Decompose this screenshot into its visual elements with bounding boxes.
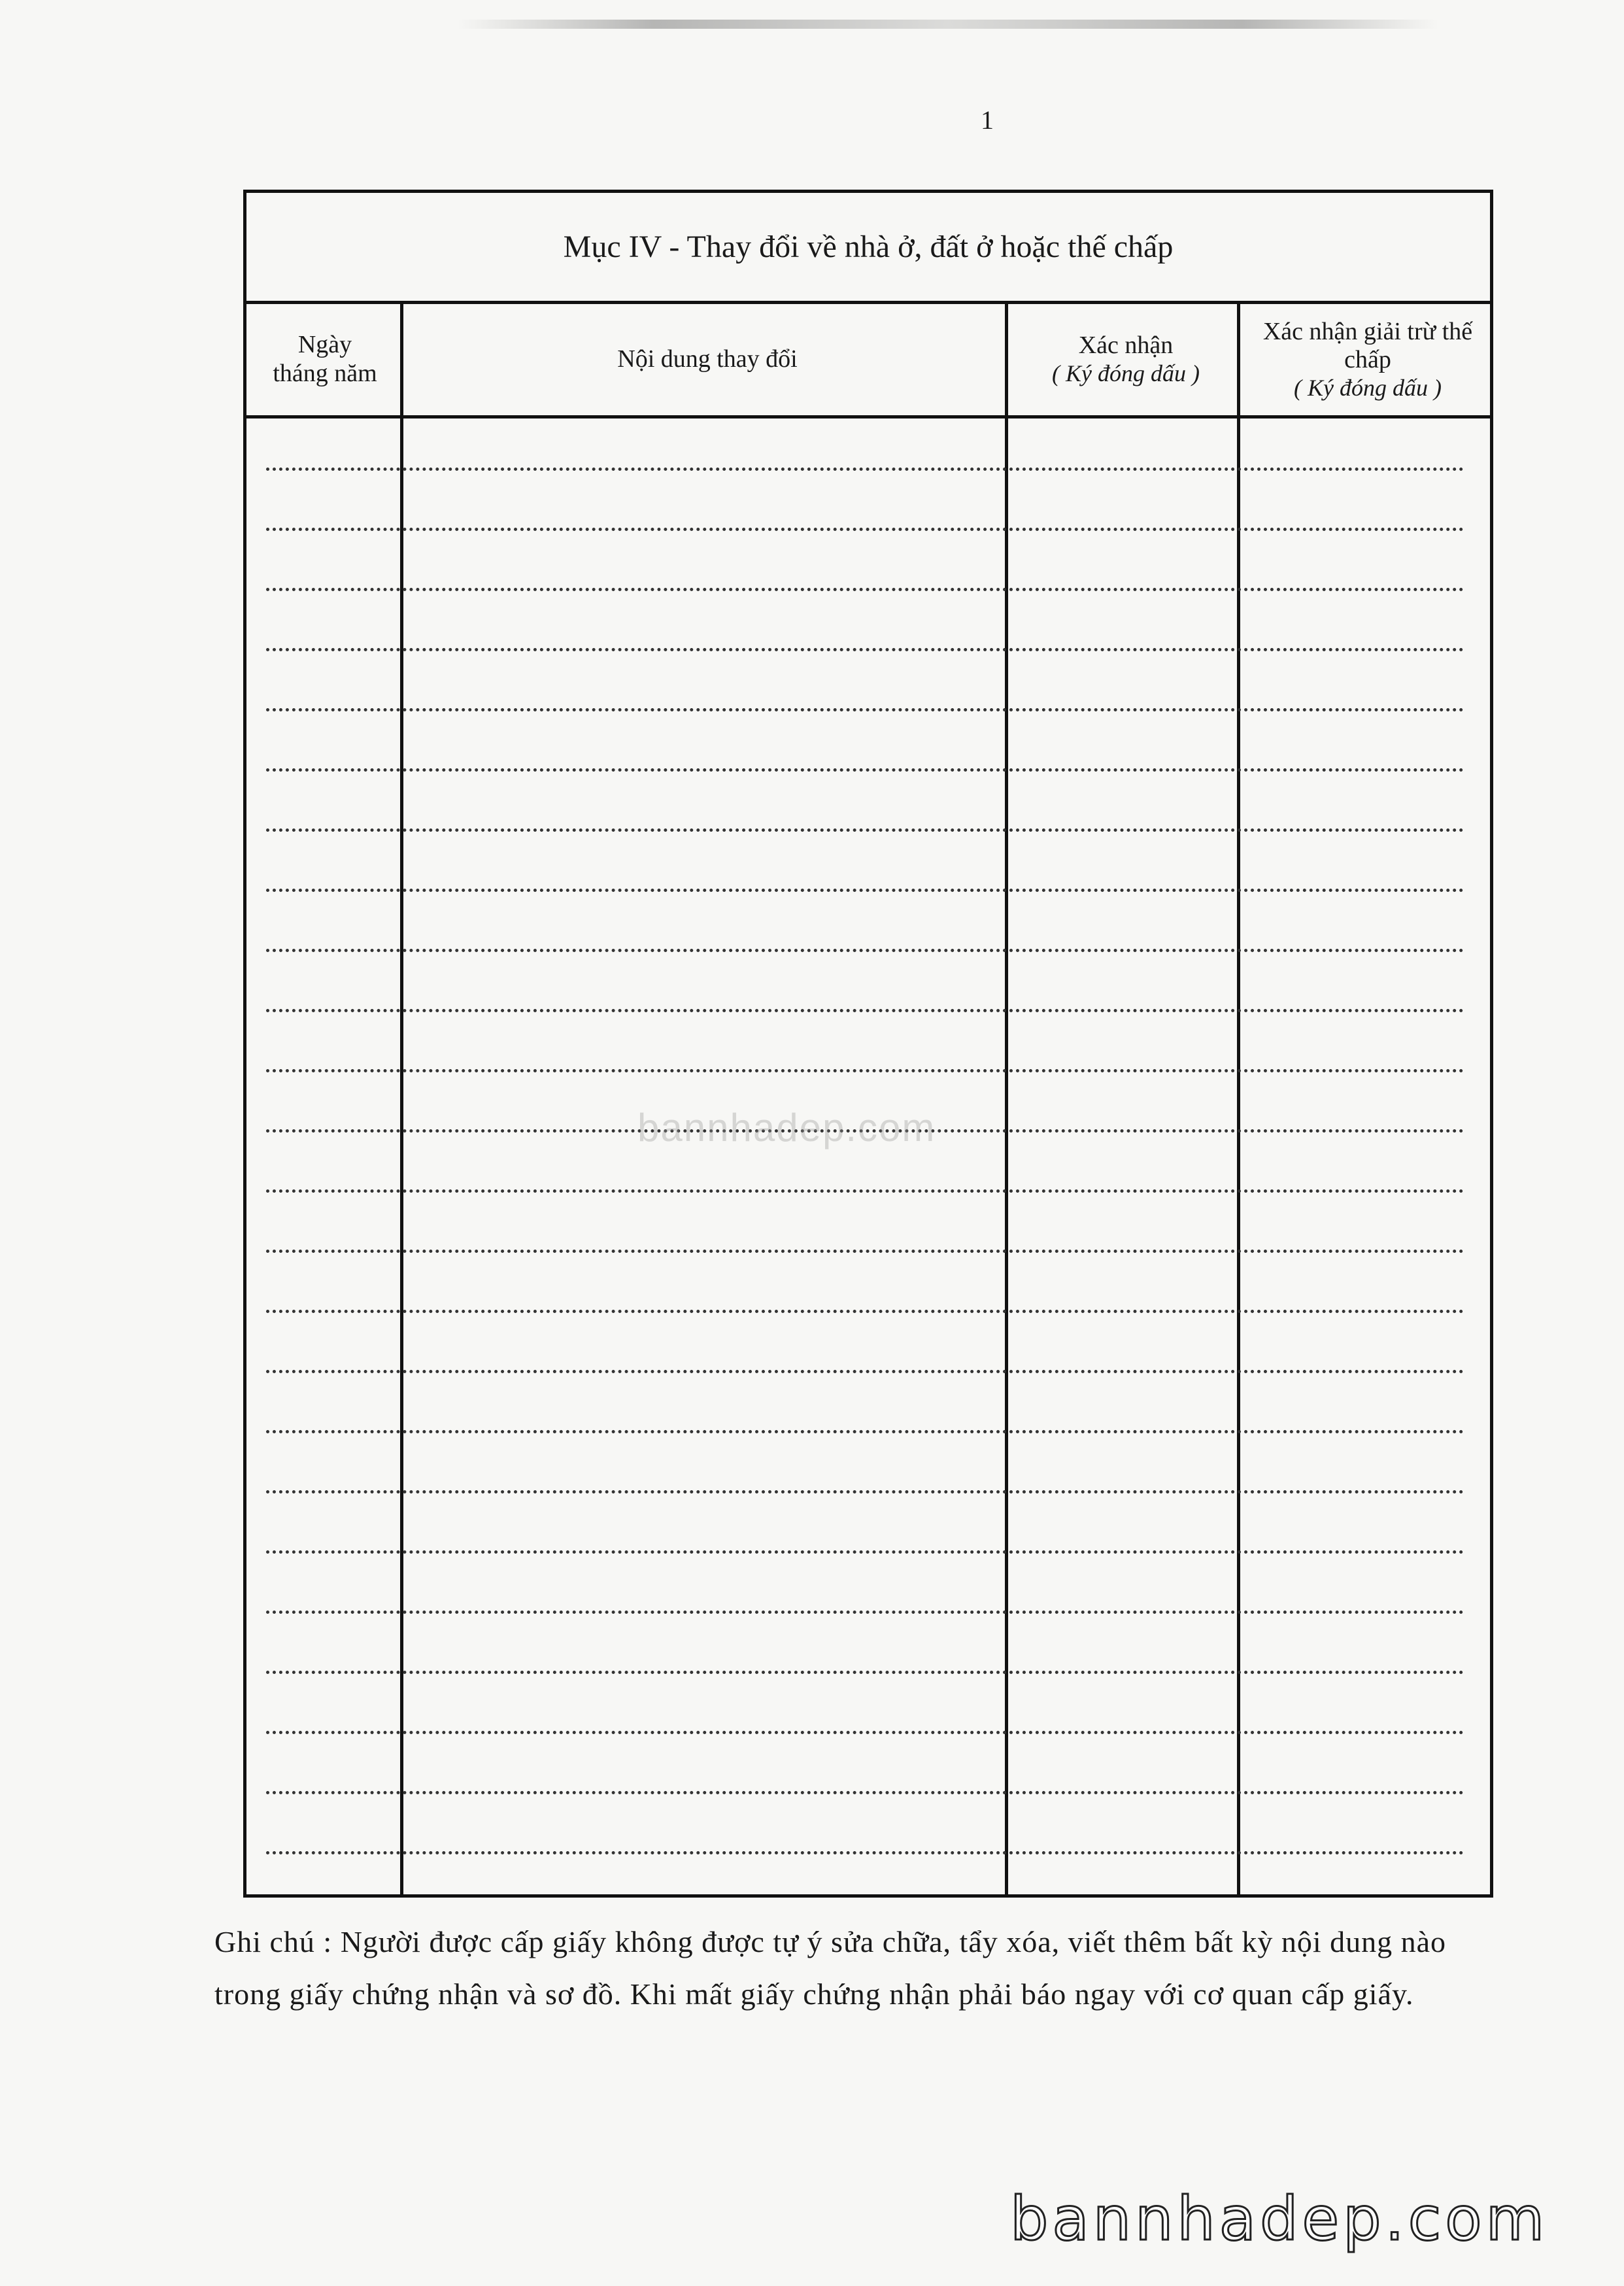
change-record-table [243,190,1493,1898]
dotted-entry-line [266,828,1464,832]
column-header-confirm-sub: ( Ký đóng dấu ) [1052,360,1200,387]
dotted-entry-line [266,1370,1464,1373]
dotted-entry-line [266,768,1464,772]
table-header-row [246,304,1490,418]
dotted-entry-line [266,889,1464,892]
dotted-entry-line [266,648,1464,651]
dotted-entry-line [266,1851,1464,1854]
dotted-entry-line [266,1069,1464,1072]
dotted-entry-line [266,708,1464,711]
dotted-entry-line [266,1791,1464,1794]
column-header-content [407,304,1008,415]
dotted-entry-line [266,1250,1464,1253]
column-header-date [246,304,403,415]
dotted-entry-line [266,1009,1464,1012]
dotted-entry-line [266,949,1464,952]
footnote: Ghi chú : Người được cấp giấy không được tự ý sửa chữa, tẩy xóa, viết thêm bất kỳ nội dung nào trong giấy chứng nhận và sơ đồ. Khi mất giấy chứng nhận phải báo ngay với cơ quan cấp giấy. [214,1925,1447,2011]
dotted-entry-line [266,1731,1464,1734]
dotted-entry-line [266,1671,1464,1674]
column-header-release [1243,304,1492,415]
column-header-confirm-label: Xác nhận [1078,332,1174,360]
column-header-release-sub: ( Ký đóng dấu ) [1294,374,1442,401]
dotted-entry-line [266,588,1464,591]
dotted-entry-line [266,1310,1464,1313]
column-header-date-label: Ngày tháng năm [273,331,377,387]
dotted-entry-line [266,1490,1464,1493]
column-header-confirm [1011,304,1240,415]
section-title: Mục IV - Thay đổi về nhà ở, đất ở hoặc thế chấp [246,193,1490,304]
watermark-bottom: bannhadep.com [1010,2184,1549,2254]
blank-entry-rows [246,418,1490,1894]
dotted-entry-line [266,528,1464,531]
watermark-middle: bannhadep.com [637,1106,936,1150]
dotted-entry-line [266,1550,1464,1554]
dotted-entry-line [266,1189,1464,1193]
page-number-mark: 1 [981,105,994,135]
dotted-entry-line [266,468,1464,471]
scan-noise [458,20,1438,29]
column-header-content-label: Nội dung thay đổi [617,345,798,373]
dotted-entry-line [266,1611,1464,1614]
dotted-entry-line [266,1430,1464,1433]
column-header-release-label: Xác nhận giải trừ thế chấp [1262,317,1473,374]
